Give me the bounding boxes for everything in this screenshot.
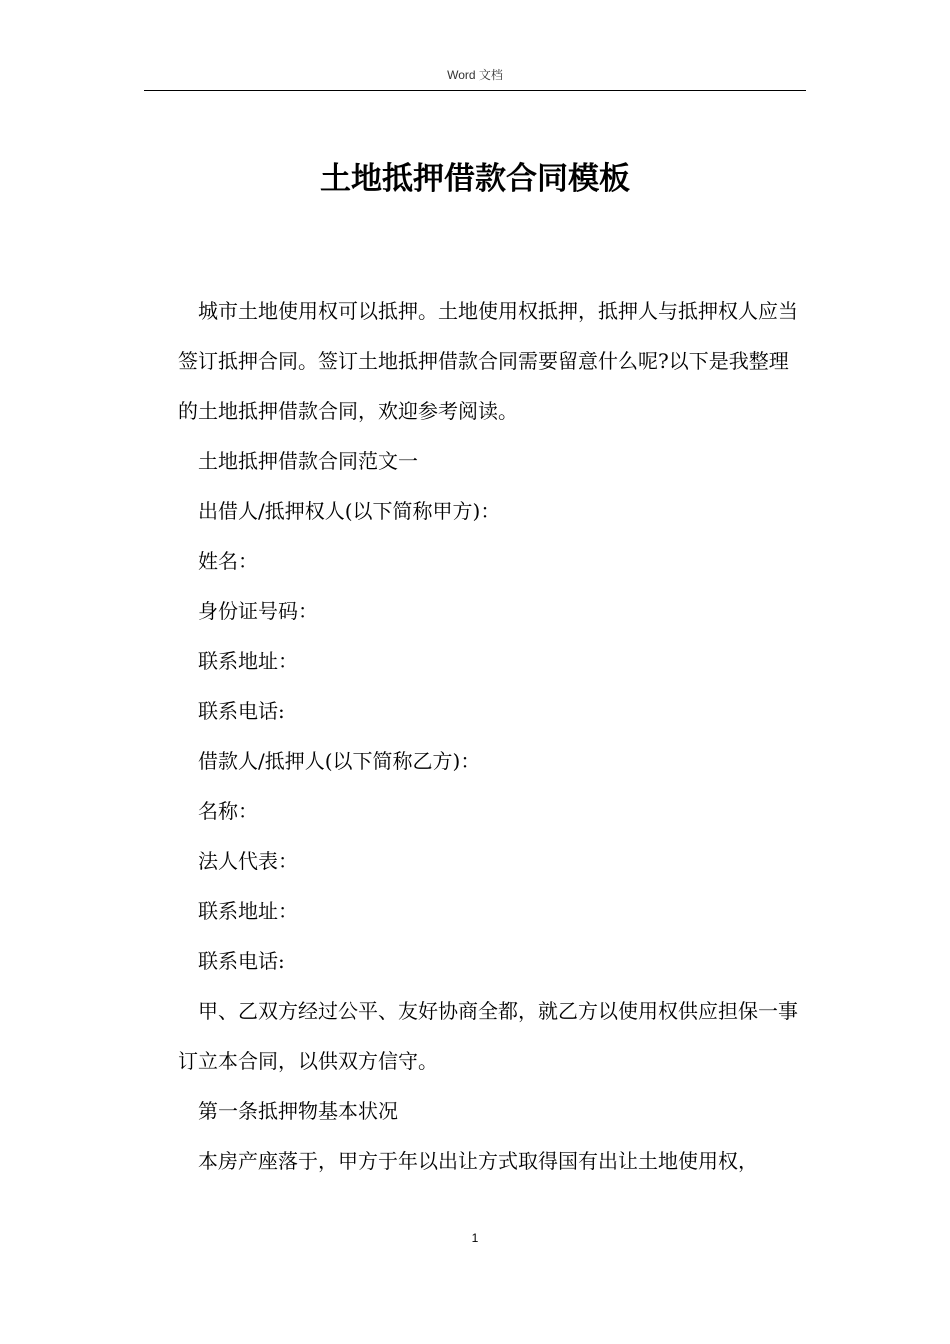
borrower-phone-field: 联系电话: [198,949,285,973]
borrower-heading: 借款人/抵押人(以下简称乙方)： [198,749,481,773]
document-title: 土地抵押借款合同模板 [320,161,630,197]
borrower-name-field: 名称： [198,799,258,823]
agreement-paragraph: 甲、乙双方经过公平、友好协商全都，就乙方以使用权供应担保一事订立本合同，以供双方信守。 [178,999,798,1073]
article-one-heading: 第一条抵押物基本状况 [198,1099,398,1123]
page-header [144,64,806,91]
borrower-legal-rep-field: 法人代表： [198,849,298,873]
article-one-text: 本房产座落于，甲方于年以出让方式取得国有出让土地使用权， [198,1149,758,1173]
section-heading-sample-one: 土地抵押借款合同范文一 [198,449,418,473]
borrower-address-field: 联系地址： [198,899,298,923]
lender-id-number-field: 身份证号码： [198,599,318,623]
lender-phone-field: 联系电话: [198,699,285,723]
page-number: 1 [471,1231,479,1245]
header-text: Word 文档 [447,68,503,82]
lender-address-field: 联系地址： [198,649,298,673]
page-footer [0,1228,950,1248]
document-body [178,286,806,1186]
intro-paragraph: 城市土地使用权可以抵押。土地使用权抵押，抵押人与抵押权人应当签订抵押合同。签订土地抵押借款合同需要留意什么呢?以下是我整理的土地抵押借款合同，欢迎参考阅读。 [178,299,798,423]
lender-heading: 出借人/抵押权人(以下简称甲方)： [198,499,501,523]
lender-name-field: 姓名： [198,549,258,573]
